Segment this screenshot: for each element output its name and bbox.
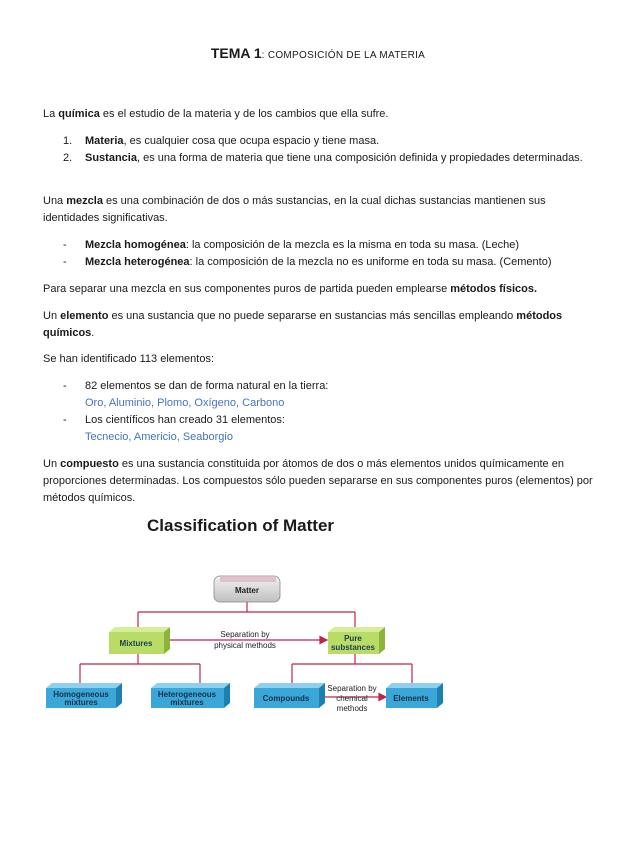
paragraph-quimica [43, 106, 595, 123]
list-item [43, 133, 595, 150]
text: Una [43, 195, 67, 207]
elements-list [43, 378, 603, 446]
text: Un [43, 458, 61, 470]
text: Los científicos han creado 31 elementos: [85, 414, 285, 426]
text: , es cualquier cosa que ocupa espacio y tiene masa. [123, 135, 380, 147]
sep-physical-line1: Separation by [220, 630, 270, 639]
list-item [43, 412, 603, 446]
term-metodos-fisicos: métodos físicos. [450, 283, 538, 295]
text: : la composición de la mezcla es la misma en toda su masa. (Leche) [185, 239, 520, 251]
text: es una sustancia constituida por átomos de dos o más elementos unidos químicamente en proporciones determinadas. Los compuestos sólo pueden separarse en sus componentes puros (elementos) por métodos químicos. [43, 458, 593, 504]
term-metodos-quimicos: métodos químicos [43, 310, 563, 339]
paragraph-elemento [43, 308, 595, 342]
list-number: 2. [63, 152, 73, 164]
pure-substances-box [328, 627, 385, 654]
term-compuesto: compuesto [60, 458, 119, 470]
term-sustancia: Sustancia [85, 152, 137, 164]
heterogeneous-box [151, 683, 230, 708]
synthetic-elements-examples: Tecnecio, Americio, Seaborgio [85, 431, 233, 443]
text: es una combinación de dos o más sustancias, en la cual dichas sustancias mantienen sus identidades significativas. [43, 195, 546, 224]
pure-label-1: Pure [344, 634, 362, 643]
diagram-title: Classification of Matter [147, 516, 335, 535]
text: . [91, 327, 95, 339]
dash-marker: - [63, 256, 67, 268]
elements-box [386, 683, 443, 708]
sep-chemical-line3: methods [336, 704, 368, 713]
term-mezcla: mezcla [66, 195, 103, 207]
sep-chemical-line2: chemical [336, 694, 368, 703]
term-materia: Materia [85, 135, 124, 147]
term-heterogenea: Mezcla heterogénea [85, 256, 190, 268]
paragraph-separacion [43, 281, 595, 298]
text: , es una forma de materia que tiene una composición definida y propiedades determinadas. [136, 152, 583, 164]
heterogeneous-label-2: mixtures [170, 698, 204, 707]
text: Para separar una mezcla en sus componentes puros de partida pueden emplearse [43, 283, 451, 295]
definitions-list [43, 133, 595, 167]
natural-elements-examples: Oro, Aluminio, Plomo, Oxígeno, Carbono [85, 397, 285, 409]
mixture-types-list [43, 237, 603, 271]
elements-label: Elements [393, 694, 429, 703]
list-item [43, 378, 603, 412]
homogeneous-box [46, 683, 122, 708]
text: es una sustancia que no puede separarse en sustancias más sencillas empleando [108, 310, 517, 322]
text: La [43, 108, 59, 120]
homogeneous-label-2: mixtures [64, 698, 98, 707]
text: Se han identificado 113 elementos: [43, 353, 215, 365]
list-item [43, 237, 603, 254]
title-main: TEMA 1 [210, 45, 262, 61]
dash-marker: - [63, 239, 67, 251]
homogeneous-label-1: Homogeneous [53, 690, 109, 699]
page-title [0, 45, 636, 61]
sep-chemical-line1: Separation by [327, 684, 377, 693]
heterogeneous-label-1: Heterogeneous [157, 690, 217, 699]
compounds-box [254, 683, 325, 708]
dash-marker: - [63, 414, 67, 426]
pure-label-2: substances [330, 643, 376, 652]
list-item [43, 254, 603, 271]
text: Un [43, 310, 61, 322]
matter-label: Matter [234, 586, 260, 595]
term-elemento: elemento [60, 310, 109, 322]
text: 82 elementos se dan de forma natural en la tierra: [85, 380, 329, 392]
compounds-label: Compounds [262, 694, 310, 703]
paragraph-mezcla [43, 193, 595, 227]
term-homogenea: Mezcla homogénea [85, 239, 186, 251]
mixtures-box [109, 627, 170, 654]
paragraph-compuesto [43, 456, 595, 507]
text: : la composición de la mezcla no es uniforme en toda su masa. (Cemento) [189, 256, 552, 268]
sep-physical-line2: physical methods [214, 641, 276, 650]
term-quimica: química [58, 108, 100, 120]
text: es el estudio de la materia y de los cambios que ella sufre. [99, 108, 389, 120]
list-item [43, 150, 595, 167]
dash-marker: - [63, 380, 67, 392]
classification-diagram [40, 560, 460, 720]
title-sub: : COMPOSICIÓN DE LA MATERIA [261, 50, 426, 61]
mixtures-label: Mixtures [119, 639, 153, 648]
matter-box [214, 576, 280, 602]
paragraph-113 [43, 351, 595, 368]
list-number: 1. [63, 135, 73, 147]
